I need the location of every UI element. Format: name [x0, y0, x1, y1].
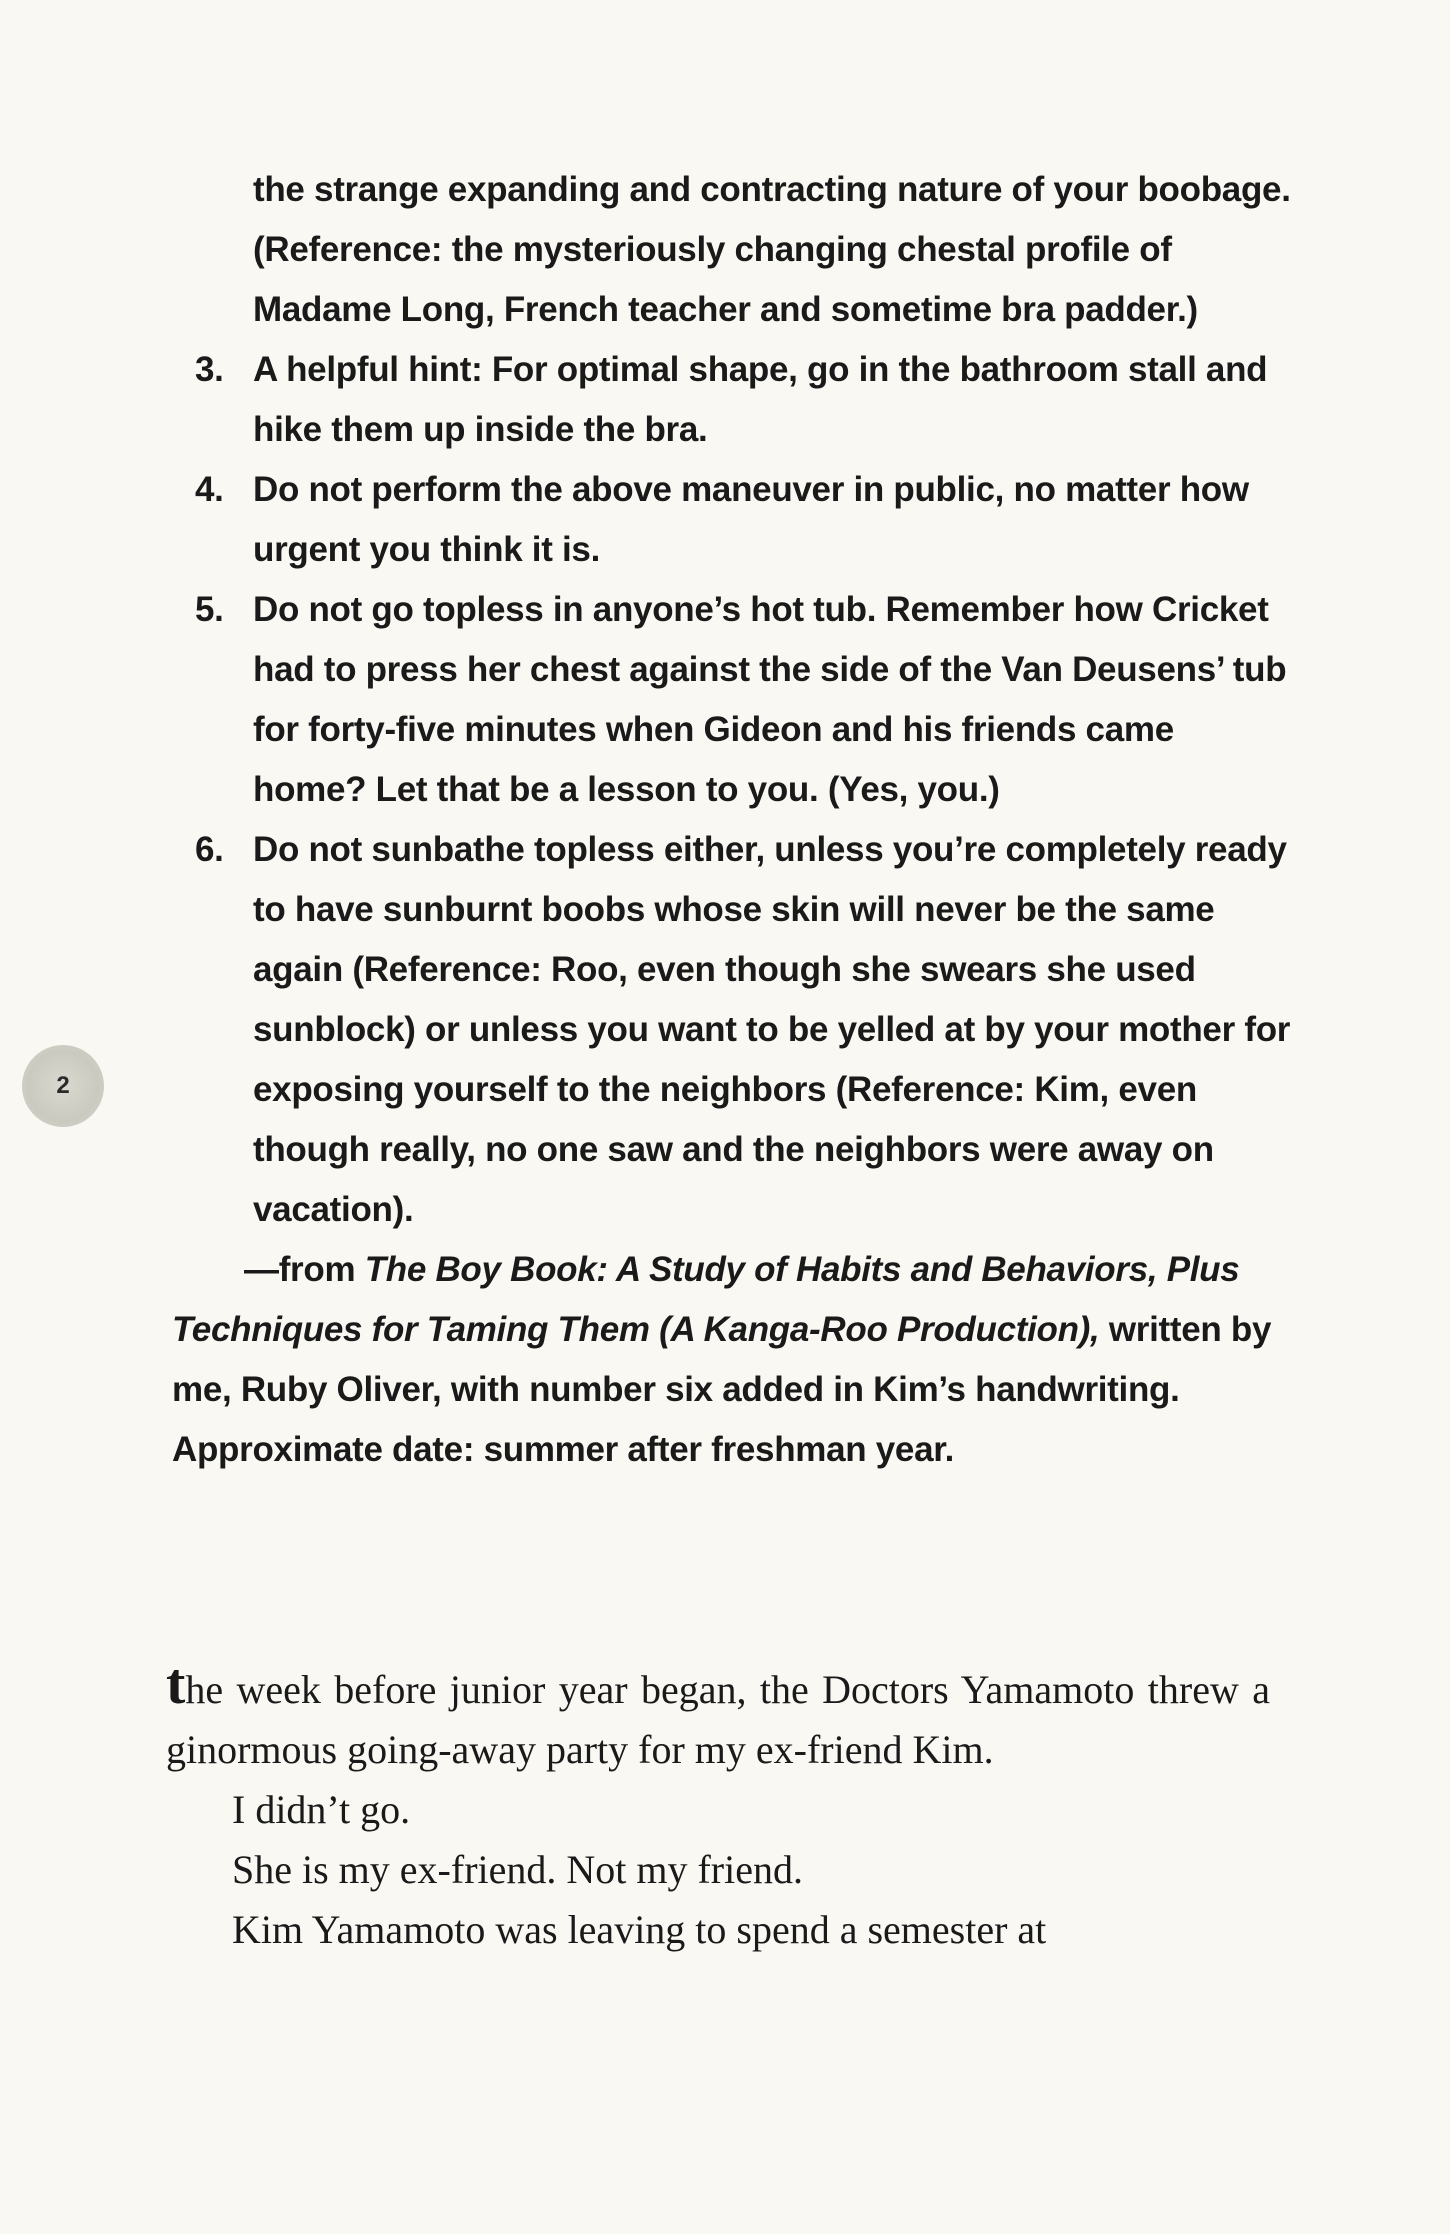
attribution-prefix: —from — [244, 1250, 365, 1289]
list-item-text: Do not perform the above maneuver in public, no matter how urgent you think it is. — [253, 470, 1249, 569]
paragraph-text: he week before junior year began, the Doctors Yamamoto threw a ginormous going-away party for my ex-friend Kim. — [166, 1667, 1270, 1772]
page-number-badge — [22, 1045, 104, 1127]
paragraph — [166, 1651, 1270, 1780]
chapter-body — [166, 1651, 1270, 1960]
book-title: The Boy Book: A Study of Habits and Behaviors, Plus Techniques for Taming Them (A Kanga-Roo Production), — [172, 1250, 1240, 1349]
page-number: 2 — [56, 1072, 70, 1099]
drop-cap: t — [166, 1651, 186, 1716]
list-item-number: 4. — [195, 470, 224, 509]
source-attribution — [172, 1240, 1272, 1480]
paragraph: She is my ex-friend. Not my friend. — [232, 1847, 803, 1892]
list-item-text: Do not sunbathe topless either, unless you’re completely ready to have sunburnt boobs whose skin will never be the same again (Reference: Roo, even though she swears she used sunblock) or unless you want to be yelled at by your mother for exposing yourself to the neighbors (Reference: Kim, even though really, no one saw and the neighbors were away on vacation). — [253, 830, 1291, 1229]
paragraph: I didn’t go. — [232, 1787, 411, 1832]
paragraph: Kim Yamamoto was leaving to spend a semester at — [232, 1907, 1047, 1952]
list-item-number: 3. — [195, 350, 224, 389]
list-item-text: Do not go topless in anyone’s hot tub. Remember how Cricket had to press her chest against the side of the Van Deusens’ tub for forty-five minutes when Gideon and his friends came home? Let that be a lesson to you. (Yes, you.) — [253, 590, 1287, 809]
list-item — [195, 820, 1293, 1240]
list-item — [195, 580, 1293, 820]
list-item-number: 6. — [195, 830, 224, 869]
attribution-suffix: written by me, Ruby Oliver, with number six added in Kim’s handwriting. Approximate date: summer after freshman year. — [172, 1310, 1272, 1469]
list-item-number: 5. — [195, 590, 224, 629]
list-item-text: A helpful hint: For optimal shape, go in the bathroom stall and hike them up inside the bra. — [253, 350, 1268, 449]
list-item-continuation: the strange expanding and contracting nature of your boobage. (Reference: the mysteriously changing chestal profile of Madame Long, French teacher and sometime bra padder.) — [253, 170, 1291, 329]
rules-list — [195, 340, 1293, 1240]
list-item — [195, 340, 1293, 460]
list-item — [195, 460, 1293, 580]
